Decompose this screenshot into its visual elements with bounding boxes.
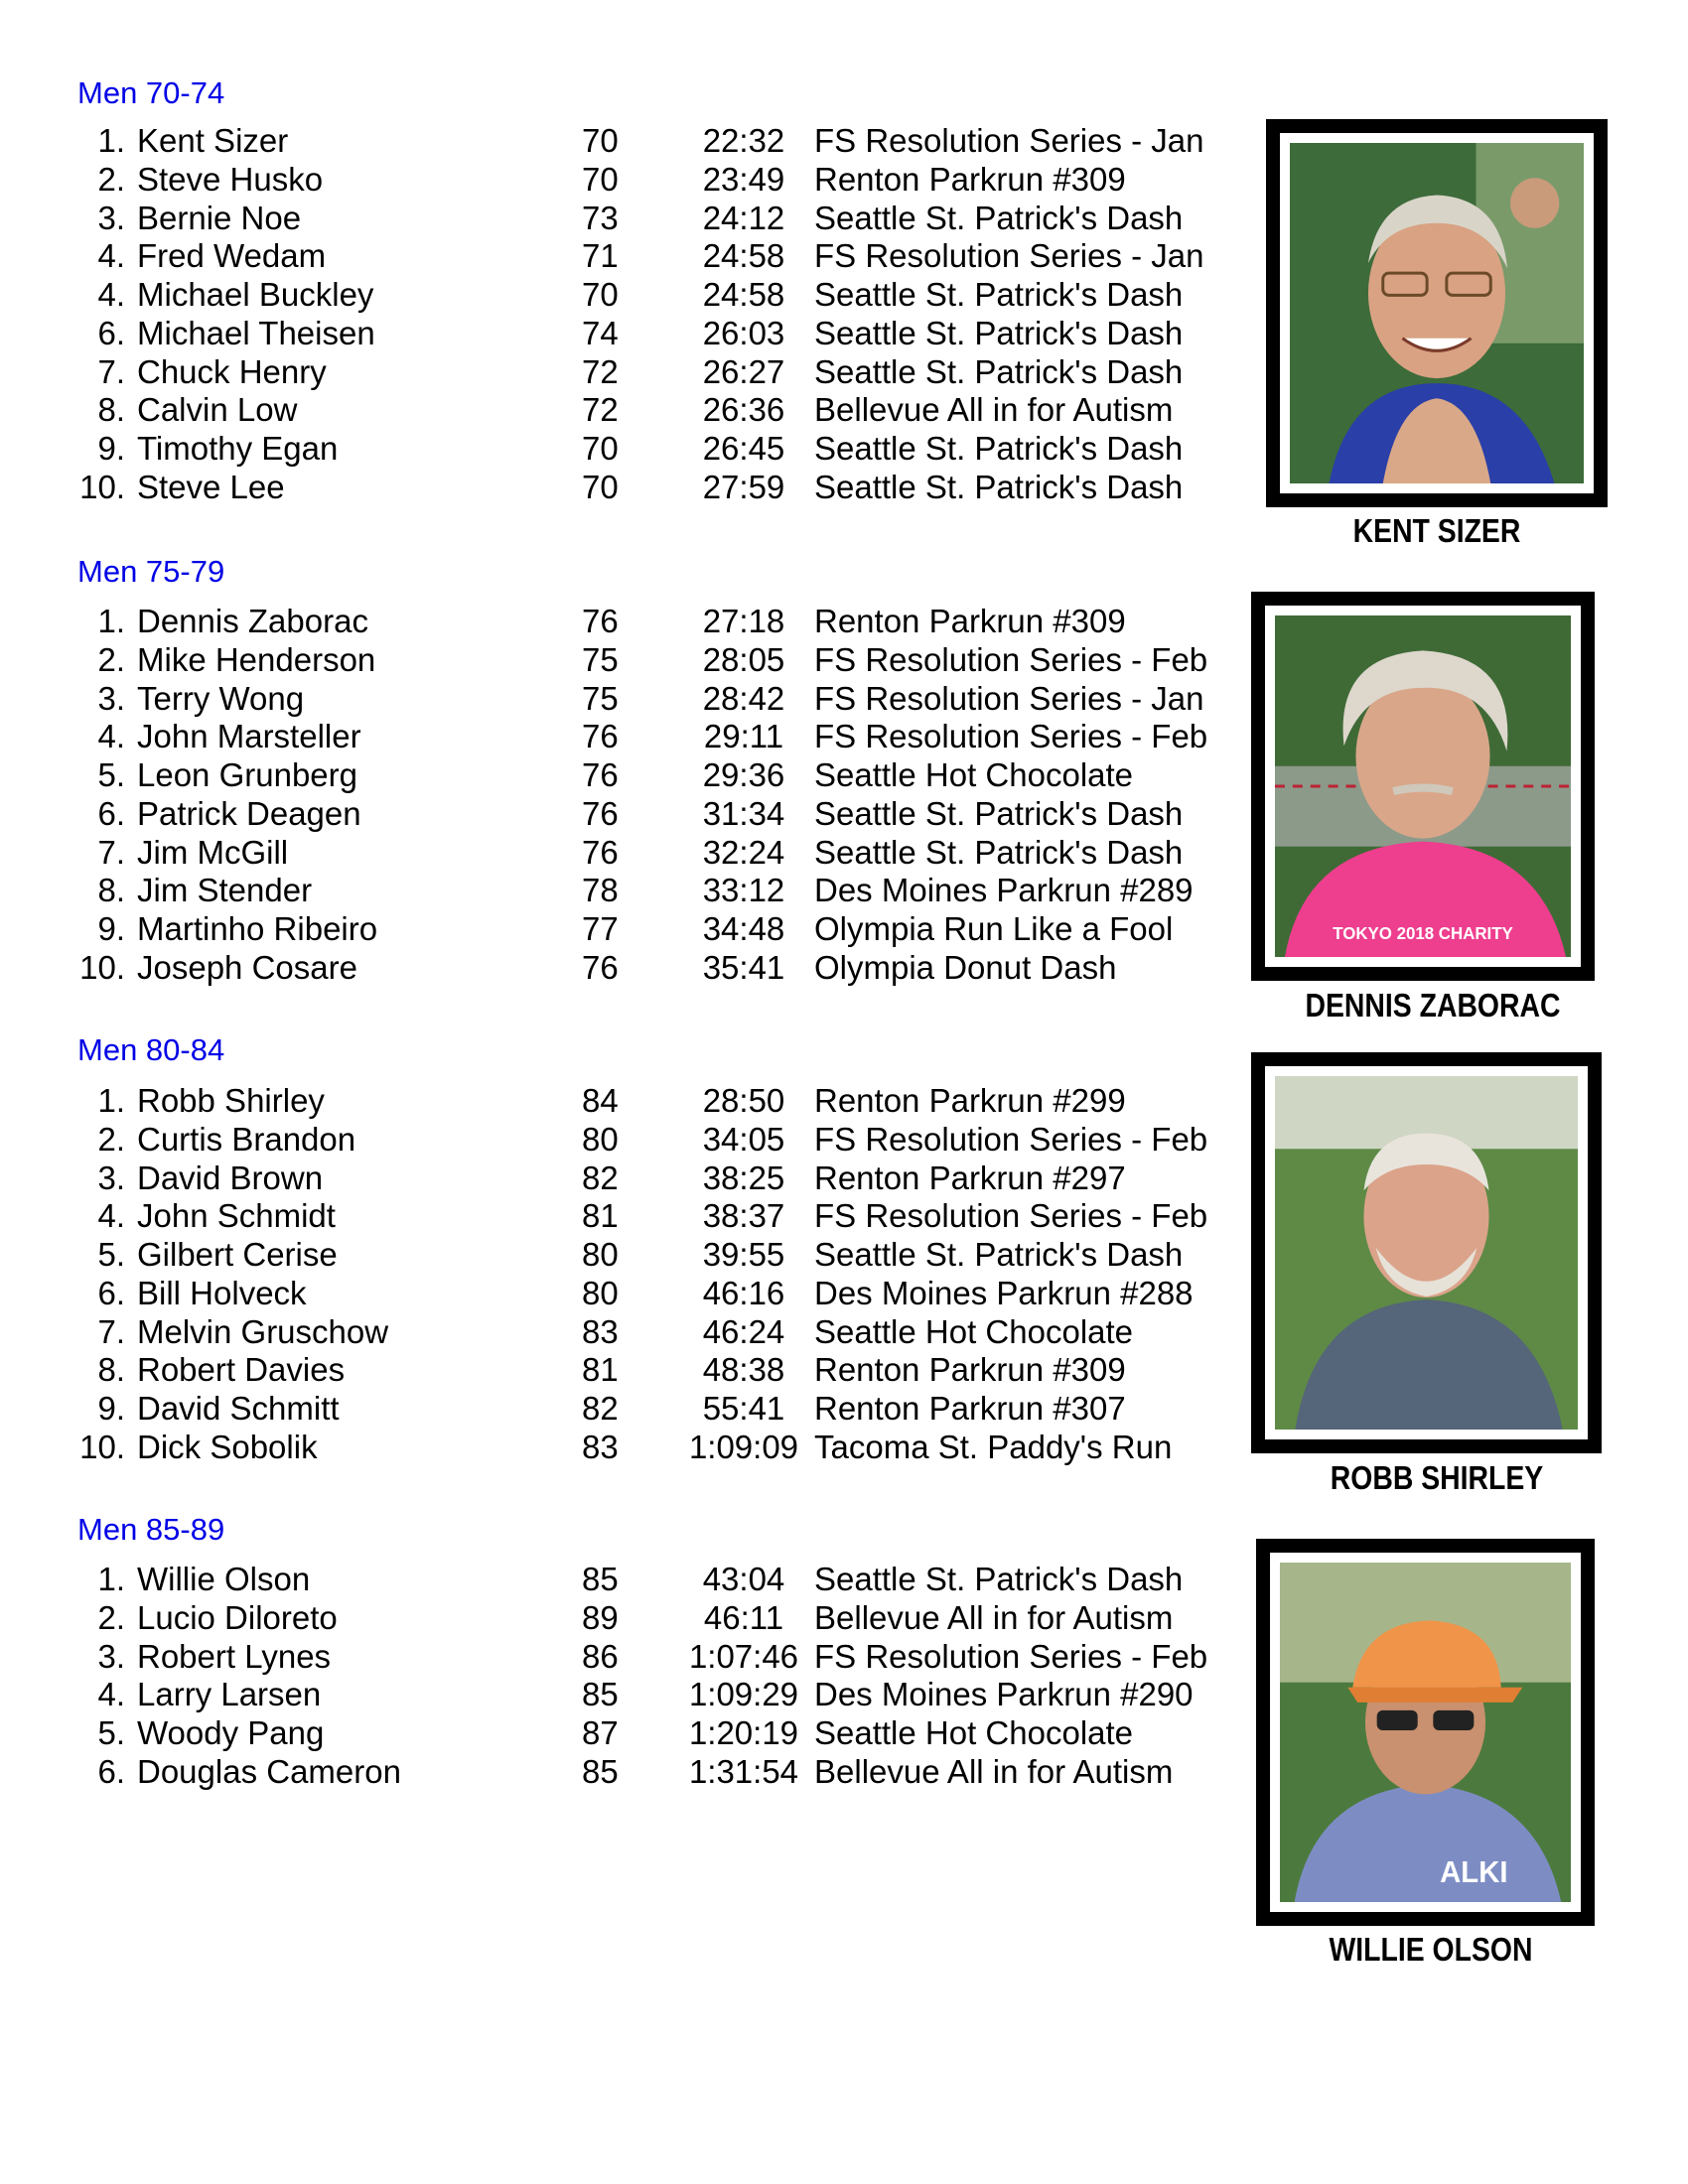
runner-age: 73 xyxy=(582,199,619,236)
rank-cell: 3. xyxy=(97,1159,125,1196)
result-row xyxy=(77,1638,1229,1677)
finish-time: 28:50 xyxy=(702,1082,785,1119)
finish-time: 1:09:09 xyxy=(688,1428,799,1465)
runner-name: Bernie Noe xyxy=(137,199,302,236)
result-row xyxy=(77,1753,1229,1792)
result-row xyxy=(77,315,1229,353)
finish-time: 46:16 xyxy=(702,1274,785,1311)
race-name: Seattle St. Patrick's Dash xyxy=(814,314,1184,351)
result-row xyxy=(77,1313,1229,1352)
runner-age: 74 xyxy=(582,314,619,351)
runner-age: 84 xyxy=(582,1082,619,1119)
race-name: Renton Parkrun #297 xyxy=(814,1159,1126,1196)
finish-time: 28:05 xyxy=(702,640,785,678)
rank-cell: 9. xyxy=(97,430,125,467)
rank-cell: 4. xyxy=(97,1676,125,1713)
runner-age: 77 xyxy=(582,910,619,947)
rank-cell: 1. xyxy=(97,1082,125,1119)
photo-robb-shirley xyxy=(1251,1052,1602,1453)
finish-time: 46:24 xyxy=(702,1312,785,1350)
runner-name: Timothy Egan xyxy=(137,430,339,467)
runner-name: Mike Henderson xyxy=(137,640,376,678)
finish-time: 27:59 xyxy=(702,468,785,505)
photo-caption: ROBB SHIRLEY xyxy=(1330,1459,1544,1496)
rank-cell: 9. xyxy=(97,1390,125,1427)
finish-time: 28:42 xyxy=(702,679,785,717)
photo-caption: DENNIS ZABORAC xyxy=(1305,987,1561,1024)
race-name: Seattle St. Patrick's Dash xyxy=(814,468,1184,505)
rank-cell: 6. xyxy=(97,1752,125,1790)
result-row xyxy=(77,603,1229,641)
runner-age: 80 xyxy=(582,1120,619,1158)
section-title: Men 85-89 xyxy=(77,1512,225,1547)
runner-age: 87 xyxy=(582,1714,619,1751)
rank-cell: 5. xyxy=(97,1714,125,1751)
race-name: Seattle St. Patrick's Dash xyxy=(814,199,1184,236)
runner-name: Curtis Brandon xyxy=(137,1120,356,1158)
result-row xyxy=(77,391,1229,430)
rank-cell: 3. xyxy=(97,679,125,717)
rank-cell: 9. xyxy=(97,910,125,947)
runner-age: 75 xyxy=(582,679,619,717)
result-row xyxy=(77,1561,1229,1599)
result-row xyxy=(77,795,1229,834)
result-row xyxy=(77,276,1229,315)
runner-name: Lucio Diloreto xyxy=(137,1598,338,1636)
runner-age: 70 xyxy=(582,430,619,467)
finish-time: 1:09:29 xyxy=(688,1676,799,1713)
result-row xyxy=(77,834,1229,873)
race-name: Des Moines Parkrun #288 xyxy=(814,1274,1194,1311)
race-name: Seattle St. Patrick's Dash xyxy=(814,833,1184,871)
rank-cell: 10. xyxy=(79,948,125,986)
runner-age: 78 xyxy=(582,872,619,909)
runner-age: 85 xyxy=(582,1676,619,1713)
photo-caption: WILLIE OLSON xyxy=(1329,1931,1533,1968)
rank-cell: 4. xyxy=(97,237,125,275)
rank-cell: 3. xyxy=(97,1637,125,1675)
runner-age: 85 xyxy=(582,1752,619,1790)
rank-cell: 4. xyxy=(97,276,125,313)
race-name: FS Resolution Series - Feb xyxy=(814,1120,1208,1158)
runner-name: Willie Olson xyxy=(137,1561,311,1597)
result-row xyxy=(77,1676,1229,1714)
runner-age: 82 xyxy=(582,1390,619,1427)
rank-cell: 6. xyxy=(97,314,125,351)
race-name: FS Resolution Series - Feb xyxy=(814,1197,1208,1235)
runner-name: Dick Sobolik xyxy=(137,1428,318,1465)
finish-time: 23:49 xyxy=(702,160,785,198)
runner-name: Martinho Ribeiro xyxy=(137,910,378,947)
result-row xyxy=(77,353,1229,392)
runner-age: 86 xyxy=(582,1637,619,1675)
runner-age: 76 xyxy=(582,603,619,639)
rank-cell: 4. xyxy=(97,1197,125,1235)
finish-time: 24:58 xyxy=(702,276,785,313)
result-row xyxy=(77,718,1229,756)
result-row xyxy=(77,1390,1229,1429)
rank-cell: 2. xyxy=(97,640,125,678)
rank-cell: 1. xyxy=(97,1561,125,1597)
runner-name: Woody Pang xyxy=(137,1714,325,1751)
result-row xyxy=(77,680,1229,719)
runner-name: Dennis Zaborac xyxy=(137,603,368,639)
rank-cell: 6. xyxy=(97,1274,125,1311)
runner-name: Melvin Gruschow xyxy=(137,1312,389,1350)
race-name: Seattle Hot Chocolate xyxy=(814,756,1134,793)
photo-dennis-zaborac xyxy=(1251,592,1595,981)
rank-cell: 1. xyxy=(97,122,125,159)
runner-name: Leon Grunberg xyxy=(137,756,357,793)
finish-time: 29:11 xyxy=(703,718,784,755)
runner-age: 72 xyxy=(582,391,619,429)
race-name: Olympia Donut Dash xyxy=(814,948,1117,986)
finish-time: 29:36 xyxy=(702,756,785,793)
runner-age: 76 xyxy=(582,756,619,793)
runner-name: Steve Lee xyxy=(137,468,285,505)
section-title: Men 75-79 xyxy=(77,554,225,589)
result-row xyxy=(77,200,1229,238)
finish-time: 34:48 xyxy=(702,910,785,947)
runner-name: Larry Larsen xyxy=(137,1676,322,1713)
photo-caption: KENT SIZER xyxy=(1352,512,1521,549)
race-name: FS Resolution Series - Feb xyxy=(814,640,1208,678)
photo-kent-sizer xyxy=(1266,119,1608,507)
runner-name: Jim McGill xyxy=(137,833,289,871)
race-name: Seattle St. Patrick's Dash xyxy=(814,1236,1184,1273)
finish-time: 22:32 xyxy=(702,122,785,159)
finish-time: 38:25 xyxy=(702,1159,785,1196)
runner-age: 75 xyxy=(582,640,619,678)
finish-time: 48:38 xyxy=(702,1351,785,1389)
runner-name: David Schmitt xyxy=(137,1390,340,1427)
runner-name: John Marsteller xyxy=(137,718,361,755)
race-name: Tacoma St. Paddy's Run xyxy=(814,1428,1173,1465)
runner-name: Joseph Cosare xyxy=(137,948,357,986)
rank-cell: 5. xyxy=(97,756,125,793)
runner-age: 83 xyxy=(582,1312,619,1350)
finish-time: 31:34 xyxy=(702,794,785,832)
race-name: Olympia Run Like a Fool xyxy=(814,910,1174,947)
finish-time: 26:27 xyxy=(702,352,785,390)
runner-age: 70 xyxy=(582,160,619,198)
runner-name: Robert Davies xyxy=(137,1351,346,1389)
finish-time: 24:58 xyxy=(702,237,785,275)
result-row xyxy=(77,122,1229,161)
rank-cell: 5. xyxy=(97,1236,125,1273)
finish-time: 33:12 xyxy=(702,872,785,909)
runner-name: Calvin Low xyxy=(137,391,298,429)
finish-time: 32:24 xyxy=(702,833,785,871)
runner-name: David Brown xyxy=(137,1159,324,1196)
runner-age: 81 xyxy=(582,1197,619,1235)
runner-age: 76 xyxy=(582,718,619,755)
race-name: FS Resolution Series - Feb xyxy=(814,1637,1208,1675)
section-title: Men 80-84 xyxy=(77,1032,225,1067)
runner-name: Kent Sizer xyxy=(137,122,289,159)
shirt-text: TOKYO 2018 CHARITY xyxy=(1333,923,1513,943)
finish-time: 1:07:46 xyxy=(688,1637,799,1675)
rank-cell: 2. xyxy=(97,160,125,198)
finish-time: 46:11 xyxy=(703,1598,784,1636)
runner-name: Jim Stender xyxy=(137,872,313,909)
runner-name: Terry Wong xyxy=(137,679,305,717)
race-name: Renton Parkrun #307 xyxy=(814,1390,1126,1427)
runner-name: Douglas Cameron xyxy=(137,1752,401,1790)
result-row xyxy=(77,1275,1229,1313)
runner-name: Michael Theisen xyxy=(137,314,375,351)
race-name: Renton Parkrun #309 xyxy=(814,160,1126,198)
runner-age: 70 xyxy=(582,468,619,505)
runner-age: 85 xyxy=(582,1561,619,1597)
finish-time: 24:12 xyxy=(702,199,785,236)
race-name: Seattle St. Patrick's Dash xyxy=(814,276,1184,313)
runner-age: 76 xyxy=(582,833,619,871)
runner-age: 83 xyxy=(582,1428,619,1465)
result-row xyxy=(77,1714,1229,1753)
race-name: Renton Parkrun #309 xyxy=(814,1351,1126,1389)
shirt-text: ALKI xyxy=(1440,1855,1508,1889)
rank-cell: 10. xyxy=(79,1428,125,1465)
results-list xyxy=(77,603,1229,988)
finish-time: 1:20:19 xyxy=(688,1714,799,1751)
runner-age: 80 xyxy=(582,1236,619,1273)
runner-age: 70 xyxy=(582,122,619,159)
runner-age: 81 xyxy=(582,1351,619,1389)
result-row xyxy=(77,1121,1229,1160)
result-row xyxy=(77,469,1229,507)
race-name: Bellevue All in for Autism xyxy=(814,391,1174,429)
runner-name: Steve Husko xyxy=(137,160,324,198)
race-name: Seattle St. Patrick's Dash xyxy=(814,352,1184,390)
rank-cell: 4. xyxy=(97,718,125,755)
runner-name: Chuck Henry xyxy=(137,352,327,390)
result-row xyxy=(77,430,1229,469)
results-list xyxy=(77,1561,1229,1792)
finish-time: 34:05 xyxy=(702,1120,785,1158)
result-row xyxy=(77,641,1229,680)
finish-time: 55:41 xyxy=(702,1390,785,1427)
photo-willie-olson xyxy=(1256,1539,1595,1926)
race-name: Seattle St. Patrick's Dash xyxy=(814,1561,1184,1597)
rank-cell: 1. xyxy=(97,603,125,639)
race-name: Seattle Hot Chocolate xyxy=(814,1714,1134,1751)
result-row xyxy=(77,1160,1229,1198)
result-row xyxy=(77,1197,1229,1236)
runner-age: 76 xyxy=(582,794,619,832)
runner-age: 70 xyxy=(582,276,619,313)
race-name: Renton Parkrun #309 xyxy=(814,603,1126,639)
results-list xyxy=(77,1082,1229,1467)
rank-cell: 7. xyxy=(97,833,125,871)
rank-cell: 8. xyxy=(97,872,125,909)
race-name: Bellevue All in for Autism xyxy=(814,1752,1174,1790)
race-name: Des Moines Parkrun #290 xyxy=(814,1676,1194,1713)
finish-time: 26:45 xyxy=(702,430,785,467)
result-row xyxy=(77,756,1229,795)
runner-age: 89 xyxy=(582,1598,619,1636)
runner-name: Robb Shirley xyxy=(137,1082,325,1119)
runner-age: 82 xyxy=(582,1159,619,1196)
race-name: FS Resolution Series - Jan xyxy=(814,237,1204,275)
rank-cell: 7. xyxy=(97,1312,125,1350)
result-row xyxy=(77,1082,1229,1121)
runner-age: 71 xyxy=(582,237,619,275)
race-name: Bellevue All in for Autism xyxy=(814,1598,1174,1636)
race-name: FS Resolution Series - Feb xyxy=(814,718,1208,755)
race-name: Renton Parkrun #299 xyxy=(814,1082,1126,1119)
rank-cell: 3. xyxy=(97,199,125,236)
rank-cell: 8. xyxy=(97,1351,125,1389)
finish-time: 43:04 xyxy=(702,1561,785,1597)
runner-age: 76 xyxy=(582,948,619,986)
race-name: FS Resolution Series - Jan xyxy=(814,679,1204,717)
result-row xyxy=(77,161,1229,200)
runner-name: Gilbert Cerise xyxy=(137,1236,338,1273)
result-row xyxy=(77,949,1229,988)
result-row xyxy=(77,910,1229,949)
finish-time: 38:37 xyxy=(702,1197,785,1235)
runner-age: 80 xyxy=(582,1274,619,1311)
rank-cell: 2. xyxy=(97,1598,125,1636)
rank-cell: 6. xyxy=(97,794,125,832)
result-row xyxy=(77,1599,1229,1638)
race-name: Seattle St. Patrick's Dash xyxy=(814,794,1184,832)
finish-time: 35:41 xyxy=(702,948,785,986)
runner-age: 72 xyxy=(582,352,619,390)
finish-time: 1:31:54 xyxy=(688,1752,799,1790)
runner-name: John Schmidt xyxy=(137,1197,336,1235)
results-list xyxy=(77,122,1229,507)
result-row xyxy=(77,1429,1229,1467)
result-row xyxy=(77,237,1229,276)
runner-name: Fred Wedam xyxy=(137,237,327,275)
race-name: Seattle Hot Chocolate xyxy=(814,1312,1134,1350)
rank-cell: 2. xyxy=(97,1120,125,1158)
rank-cell: 8. xyxy=(97,391,125,429)
race-name: FS Resolution Series - Jan xyxy=(814,122,1204,159)
result-row xyxy=(77,872,1229,910)
rank-cell: 7. xyxy=(97,352,125,390)
result-row xyxy=(77,1351,1229,1390)
runner-name: Bill Holveck xyxy=(137,1274,307,1311)
race-name: Des Moines Parkrun #289 xyxy=(814,872,1194,909)
runner-name: Patrick Deagen xyxy=(137,794,361,832)
rank-cell: 10. xyxy=(79,468,125,505)
finish-time: 26:03 xyxy=(702,314,785,351)
runner-name: Robert Lynes xyxy=(137,1637,332,1675)
race-name: Seattle St. Patrick's Dash xyxy=(814,430,1184,467)
section-title: Men 70-74 xyxy=(77,75,225,110)
finish-time: 39:55 xyxy=(702,1236,785,1273)
runner-name: Michael Buckley xyxy=(137,276,374,313)
finish-time: 26:36 xyxy=(702,391,785,429)
result-row xyxy=(77,1236,1229,1275)
finish-time: 27:18 xyxy=(702,603,785,639)
